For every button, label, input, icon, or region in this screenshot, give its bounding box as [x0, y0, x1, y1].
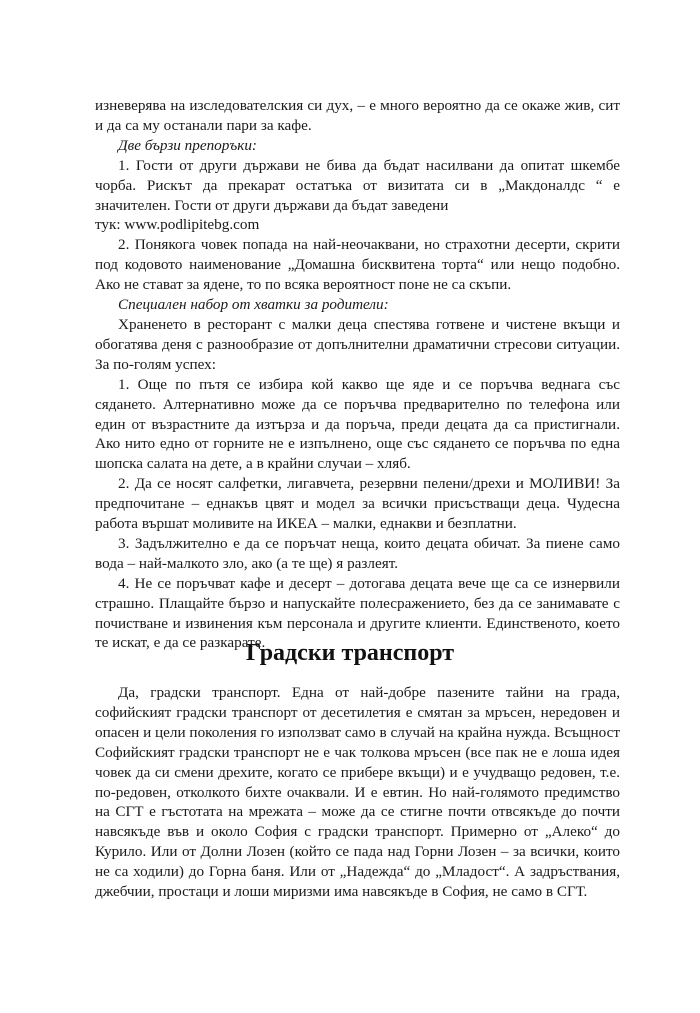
parent-tip-3: 3. Задължително е да се поръчат неща, които децата обичат. За пиене само вода – най-малкото зло, ако (а те ще) я разлеят.	[95, 534, 620, 572]
section-title: Градски транспорт	[245, 640, 455, 666]
transport-paragraph: Да, градски транспорт. Една от най-добре пазените тайни на града, софийският градски транспорт от десетилетия е смятан за мръсен, нередовен и опасен и цели поколения го използват само в случай на крайна нужда. Всъщност Софийският градски транспорт не е чак толкова мръсен (все пак не е лоша идея човек да си смени дрехите, когато се прибере вкъщи) и е учудващо редовен, т.е. по-редовен, отколкото бихте очаквали. И е евтин. Но най-голямото предимство на СГТ е гъстотата на мрежата – може да се стигне почти отвсякъде до почти навсякъде във и около София с градски транспорт. Примерно от „Алеко“ до Курило. Или от Долни Лозен (който се пада над Горни Лозен – за всички, които не са ходили) до Горна баня. Или от „Надежда“ до „Младост“. А задръствания, джебчии, простаци и лоши миризми има навсякъде в София, не само в СГТ.	[95, 684, 620, 901]
tip-item-2: 2. Понякога човек попада на най-неочаквани, но страхотни десерти, скрити под кодовото наименование „Домашна бисквитена торта“ или нещо подобно. Ако не стават за ядене, то по всяка вероятност поне не са скъпи.	[95, 236, 620, 294]
parent-tips-intro: Храненето в ресторант с малки деца спестява готвене и чистене вкъщи и обогатява деня с разнообразие от допълнителни драматични стресови ситуации. За по-голям успех:	[95, 315, 620, 373]
subheading-parent-tips: Специален набор от хватки за родители:	[118, 296, 389, 314]
parent-tip-1: 1. Още по пътя се избира кой какво ще яде и се поръчва веднага със сядането. Алтернативно може да се поръчва предварително по телефона или един от възрастните да изтърза и да поръча, преди децата да са пристигнали. Ако нито едно от горните не е изпълнено, още със сядането се поръчва по една шопска салата на дете, а в крайни случаи – хляб.	[95, 375, 620, 473]
top-text-block	[95, 96, 620, 653]
subheading-quick-tips: Две бързи препоръки:	[118, 136, 257, 154]
parent-tip-2: 2. Да се носят салфетки, лигавчета, резервни пелени/дрехи и МОЛИВИ! За предпочитане – еднакъв цвят и модел за всички присъстващи деца. Чудесна работа вършат моливите на ИКЕА – малки, еднакви и безплатни.	[95, 475, 620, 533]
continuation-paragraph: изневерява на изследователския си дух, – е много вероятно да се окаже жив, сит и да са му останали пари за кафе.	[95, 97, 620, 134]
tip-item-1: 1. Гости от други държави не бива да бъдат насилвани да опитат шкембе чорба. Рискът да прекарат остатъка от визитата си в „Макдоналдс “ е значителен. Гости от други държави да бъдат заведени	[95, 156, 620, 214]
bottom-text-block	[95, 683, 620, 902]
tip-item-1-link[interactable]: тук: www.podlipitebg.com	[95, 216, 260, 234]
parent-tip-4: 4. Не се поръчват кафе и десерт – дотогава децата вече ще са се изнервили страшно. Плащайте бързо и напускайте полесражението, без да се занимавате с почистване и извинения към персонала и другите клиенти. Единственото, което те искат, е да се разкарате.	[95, 574, 620, 652]
